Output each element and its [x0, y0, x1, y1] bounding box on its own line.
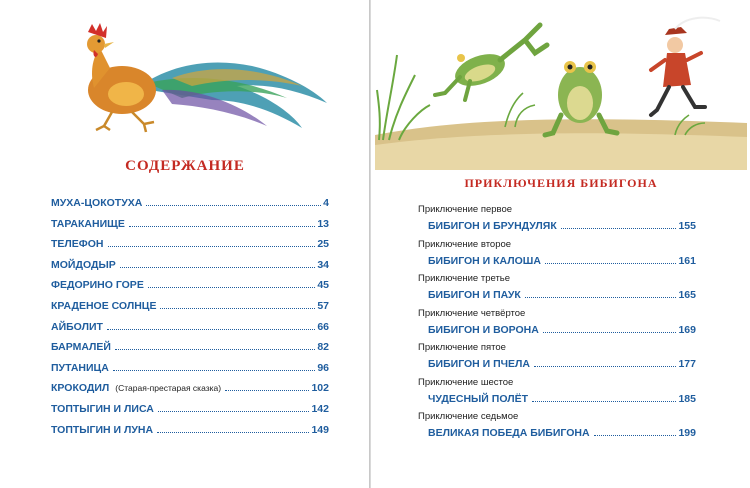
- entry-title: БАРМАЛЕЙ: [51, 341, 111, 354]
- page-number: 161: [678, 254, 696, 267]
- entry-title: МУХА-ЦОКОТУХА: [51, 197, 143, 209]
- toc-entry: [51, 279, 329, 291]
- toc-entry: [51, 424, 329, 436]
- dot-leader: [120, 266, 316, 268]
- right-page: [371, 0, 750, 488]
- toc-entry: [51, 197, 329, 209]
- toc-entry: [51, 238, 329, 250]
- toc-entry: [428, 255, 696, 267]
- toc-entry: [428, 289, 696, 301]
- entry-title: ТЕЛЕФОН: [51, 238, 104, 251]
- page-number: 102: [311, 382, 329, 395]
- entry-title: ВЕЛИКАЯ ПОБЕДА БИБИГОНА: [428, 427, 590, 439]
- entry-title: КРАДЕНОЕ СОЛНЦЕ: [51, 300, 157, 312]
- page-number: 142: [311, 403, 329, 415]
- page-number: 82: [317, 341, 329, 354]
- entry-title: КРОКОДИЛ: [51, 382, 110, 395]
- toc-entry: [51, 259, 329, 271]
- dot-leader: [146, 204, 321, 206]
- toc-entry: [51, 382, 329, 394]
- entry-note: (Старая-престарая сказка): [115, 383, 222, 394]
- dot-leader: [113, 369, 316, 371]
- rooster-illustration: [52, 18, 334, 138]
- chapter-heading: Приключение первое: [418, 204, 513, 215]
- dot-leader: [148, 286, 315, 288]
- entry-title: ТАРАКАНИЩЕ: [51, 217, 125, 230]
- page-number: 177: [678, 358, 696, 370]
- chapter-heading: Приключение четвёртое: [418, 307, 526, 319]
- entry-title: БИБИГОН И КАЛОША: [428, 254, 541, 267]
- page-number: 13: [317, 217, 329, 230]
- entry-title: ПУТАНИЦА: [51, 361, 109, 374]
- toc-entry: [51, 300, 329, 312]
- toc-entry: [51, 403, 329, 415]
- entry-title: ЧУДЕСНЫЙ ПОЛЁТ: [428, 392, 529, 405]
- toc-entry: [51, 341, 329, 353]
- contents-title: СОДЕРЖАНИЕ: [125, 158, 245, 174]
- entry-title: БИБИГОН И ПАУК: [428, 289, 521, 301]
- page-number: 169: [678, 323, 696, 336]
- dot-leader: [107, 328, 315, 330]
- page-number: 66: [317, 320, 329, 333]
- chapter-heading: Приключение седьмое: [418, 411, 519, 422]
- bibigon-title: ПРИКЛЮЧЕНИЯ БИБИГОНА: [464, 176, 658, 190]
- dot-leader: [160, 307, 315, 309]
- dot-leader: [532, 400, 676, 402]
- page-number: 96: [317, 361, 329, 374]
- chapter-heading: Приключение шестое: [418, 376, 514, 388]
- toc-entry: [51, 321, 329, 333]
- toc-entry: [51, 362, 329, 374]
- entry-title: АЙБОЛИТ: [51, 320, 103, 333]
- page-number: 45: [317, 279, 329, 292]
- dot-leader: [225, 389, 309, 391]
- dot-leader: [115, 348, 315, 350]
- page-number: 25: [317, 238, 329, 251]
- dot-leader: [157, 431, 309, 433]
- entry-title: БИБИГОН И ПЧЕЛА: [428, 358, 531, 370]
- page-number: 199: [678, 427, 696, 439]
- frogs-and-bibigon-illustration: [375, 15, 747, 170]
- page-number: 149: [311, 423, 329, 436]
- entry-title: ТОПТЫГИН И ЛУНА: [51, 423, 154, 436]
- toc-entry: [428, 427, 696, 439]
- entry-title: ФЕДОРИНО ГОРЕ: [51, 279, 144, 292]
- chapter-heading: Приключение третье: [418, 273, 511, 284]
- entry-title: БИБИГОН И ВОРОНА: [428, 323, 539, 336]
- toc-entry: [51, 218, 329, 230]
- dot-leader: [561, 227, 677, 229]
- entry-title: МОЙДОДЫР: [51, 258, 116, 271]
- toc-entry: [428, 324, 696, 336]
- dot-leader: [129, 225, 315, 227]
- page-number: 155: [678, 220, 696, 232]
- chapter-heading: Приключение пятое: [418, 342, 506, 353]
- page-number: 57: [317, 300, 329, 312]
- dot-leader: [543, 331, 677, 333]
- entry-title: БИБИГОН И БРУНДУЛЯК: [428, 220, 557, 232]
- dot-leader: [525, 296, 677, 298]
- page-number: 185: [678, 392, 696, 405]
- entry-title: ТОПТЫГИН И ЛИСА: [51, 403, 154, 415]
- toc-entry: [428, 220, 696, 232]
- dot-leader: [108, 245, 316, 247]
- dot-leader: [594, 434, 677, 436]
- toc-entry: [428, 358, 696, 370]
- chapter-heading: Приключение второе: [418, 238, 512, 250]
- dot-leader: [158, 410, 310, 412]
- dot-leader: [545, 262, 677, 264]
- page-number: 165: [678, 289, 696, 301]
- toc-entry: [428, 393, 696, 405]
- left-page: [0, 0, 370, 488]
- page-number: 34: [317, 258, 329, 271]
- page-number: 4: [323, 197, 329, 209]
- dot-leader: [534, 365, 676, 367]
